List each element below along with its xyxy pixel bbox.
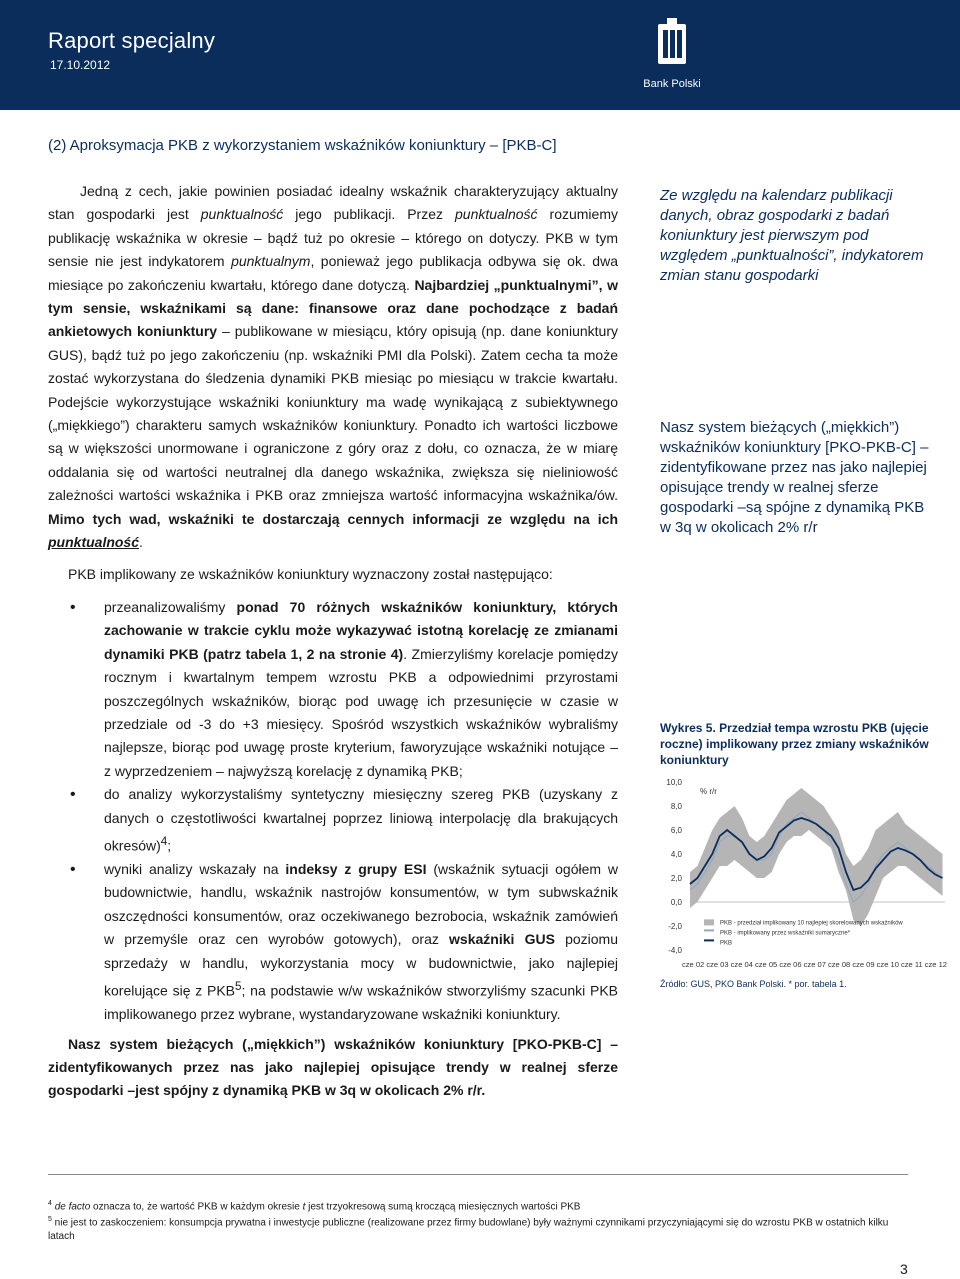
list-item [48, 858, 618, 1027]
y-tick-label: -4,0 [668, 946, 682, 955]
text-run: przeanalizowaliśmy [104, 598, 237, 615]
footnote-number: 4 [48, 1200, 52, 1207]
bank-logo [640, 18, 704, 98]
text-run: ; [167, 837, 172, 854]
text-run: jego publikacji. Przez [283, 206, 456, 223]
text-run: punktualność [455, 206, 538, 223]
footnote-ref: 5 [235, 980, 242, 994]
text-run: – publikowane w miesiącu, który opisują (np. dane koniunktury GUS), bądź tuż po jego zakończeniu (np. wskaźniki PMI dla Polski). Zatem cecha ta może zostać wykorzystana do śledzenia dynamiki PKB miesiąc po miesiącu w trakcie kwartału. Podejście wykorzystujące wskaźniki koniunktury ma wadę wynikającą z subiektywnego („miękkiego”) charakteru samych wskaźników koniunktury. Ponadto ich wartości liczbowe są w większości unormowane i ograniczone z góry oraz z dołu, co oznacza, że w miarę oddalania się od wartości neutralnej dla danego wskaźnika, zwiększa się nieliniowość zależności wartości wskaźnika i PKB oraz zmniejsza wartość informacyjna wskaźnika/ów. [48, 323, 618, 504]
legend-label: PKB [720, 940, 733, 947]
text-run: Jedną z cech, jakie powinien posiadać idealny wskaźnik charakteryzujący aktualny stan gospodarki jest [48, 183, 618, 223]
legend-label: PKB - przedział implikowany 10 najlepiej skorelowanych wskaźników [720, 920, 903, 927]
chart-source: Źródło: GUS, PKO Bank Polski. * por. tabela 1. [660, 979, 847, 989]
footnotes [48, 1174, 908, 1243]
y-tick-label: 2,0 [670, 874, 682, 883]
text-run: punktualność [48, 534, 140, 551]
sidebar-note-1: Ze względu na kalendarz publikacji danych, obraz gospodarki z badań koniunktury jest pierwszym pod względem „punktualności”, indykatorem zmian stanu gospodarki [660, 187, 924, 284]
text-run: (wskaźnik sytuacji ogółem w budownictwie, handlu, wskaźnik nastrojów konsumentów, w tym subwskaźnik oszczędności konsumentów, oraz oczekiwanego bezrobocia, wskaźnik zamówień w przemyśle oraz cen wyrobów gotowych), oraz [104, 861, 618, 948]
footnote-ref: 4 [160, 834, 168, 848]
x-axis-labels: cze 02 cze 03 cze 04 cze 05 cze 06 cze 07 cze 08 cze 09 cze 10 cze 11 cze 12 [682, 960, 947, 969]
legend-swatch [704, 939, 714, 941]
report-title: Raport specjalny [48, 28, 216, 53]
text-run: wskaźniki GUS [449, 931, 555, 948]
body-paragraph [48, 180, 618, 555]
y-tick-label: 8,0 [670, 802, 682, 811]
text-run: jest trzyokresową sumą kroczącą miesięcznych wartości PKB [305, 1201, 581, 1213]
y-tick-label: 6,0 [670, 826, 682, 835]
text-run: . Zmierzyliśmy korelacje pomiędzy rocznym i kwartalnym tempem wzrostu PKB a odpowiednimi przyrostami poszczególnych wskaźników, biorąc pod uwagę ich przesunięcie w czasie w przedziale od -3 do +3 miesięcy. Spośród wszystkich wskaźników wybraliśmy najlepsze, biorąc pod uwagę proste kryterium, faworyzujące wskaźniki notujące – z wyprzedzeniem – najwyższą korelację z dynamiką PKB; [104, 645, 618, 779]
footnote-4 [48, 1197, 908, 1213]
unit-label: % r/r [700, 787, 717, 796]
method-list [48, 596, 618, 1027]
range-band [690, 788, 943, 926]
chart-svg [660, 770, 950, 970]
text-run: , ponieważ jego publikacja odbywa się ok. dwa miesiące po zakończeniu kwartału, którego dane dotyczą. [48, 253, 618, 293]
y-tick-label: 10,0 [666, 778, 682, 787]
text-run: punktualność [200, 206, 284, 223]
gdp-chart [660, 770, 950, 970]
chart-title: Wykres 5. Przedział tempa wzrostu PKB (ujęcie roczne) implikowany przez zmiany wskaźników koniunktury [660, 721, 929, 767]
sidebar-note-2: Nasz system bieżących („miękkich”) wskaźników koniunktury [PKO-PKB-C] – zidentyfikowane przez nas jako najlepiej opisujące trendy w realnej sferze gospodarki –są spójne z dynamiką PKB w 3q w okolicach 2% r/r [660, 419, 929, 536]
main-column [48, 180, 618, 1103]
pko-emblem-icon [654, 18, 690, 70]
text-run: . [139, 534, 143, 551]
text-run: Najbardziej „punktualnymi”, w tym sensie, wskaźnikami są dane: finansowe oraz dane pochodzące z badań ankietowych koniunktury [48, 276, 618, 340]
text-run: wyniki analizy wskazały na [104, 861, 286, 878]
y-tick-label: 0,0 [670, 898, 682, 907]
y-tick-label: 4,0 [670, 850, 682, 859]
text-run: poziomu sprzedaży w handlu, wykorzystania mocy w budownictwie, jako najlepiej korelujące się z PKB [104, 931, 619, 999]
text-run: de facto [54, 1201, 91, 1213]
text-run: ponad 70 różnych wskaźników koniunktury, których zachowanie w trakcie cyklu może wykazywać istotną korelację ze zmianami dynamiki PKB (patrz tabela 1, 2 na stronie 4) [104, 598, 618, 662]
section-title: (2) Aproksymacja PKB z wykorzystaniem wskaźników koniunktury – [PKB-C] [48, 137, 557, 154]
page-number: 3 [900, 1261, 908, 1277]
text-run: punktualnym [231, 253, 311, 270]
report-header [0, 0, 960, 110]
text-run: nie jest to zaskoczeniem: konsumpcja prywatna i inwestycje publiczne (realizowane przez firmy budowlane) były ważnymi czynnikami przyczyniającymi się do wzrostu PKB w ostatnich kilku latach [48, 1217, 889, 1242]
text-run: oznacza to, że wartość PKB w każdym okresie [90, 1201, 303, 1213]
footnote-number: 5 [48, 1216, 52, 1224]
logo-text: Bank Polski [643, 78, 701, 90]
text-run: indeksy z grupy ESI [285, 861, 427, 878]
list-item [48, 783, 618, 858]
text-run: Mimo tych wad, wskaźniki te dostarczają cennych informacji ze względu na ich [48, 510, 618, 527]
report-date: 17.10.2012 [50, 58, 111, 72]
text-run: rozumiemy publikację wskaźnika w okresie – bądź tuż po okresie – którego on dotyczy. PKB w tym sensie nie jest indykatorem [48, 206, 618, 270]
legend-label: PKB - implikowany przez wskaźniki sumaryczne* [720, 930, 851, 937]
legend-swatch [704, 919, 714, 925]
text-run: t [302, 1201, 306, 1213]
summary-paragraph: Nasz system bieżących („miękkich”) wskaźników koniunktury [PKO-PKB-C] – zidentyfikowanych przez nas jako najlepiej opisujące trendy w realnej sferze gospodarki –jest spójny z dynamiką PKB w 3q w okolicach 2% r/r. [48, 1035, 618, 1099]
y-tick-label: -2,0 [668, 922, 682, 931]
text-run: do analizy wykorzystaliśmy syntetyczny miesięczny szereg PKB (uzyskany z danych o częstotliwości kwartalnej poprzez liniową interpolację dla brakujących okresów) [104, 786, 618, 854]
list-item [48, 596, 618, 783]
text-run: ; na podstawie w/w wskaźników stworzyliśmy szacunki PKB implikowanego przez wybrane, wystandaryzowane wskaźniki koniunktury. [104, 982, 618, 1023]
intro-line: PKB implikowany ze wskaźników koniunktury wyznaczony został następująco: [68, 565, 553, 582]
legend-swatch [704, 929, 714, 931]
footnote-5 [48, 1213, 908, 1242]
